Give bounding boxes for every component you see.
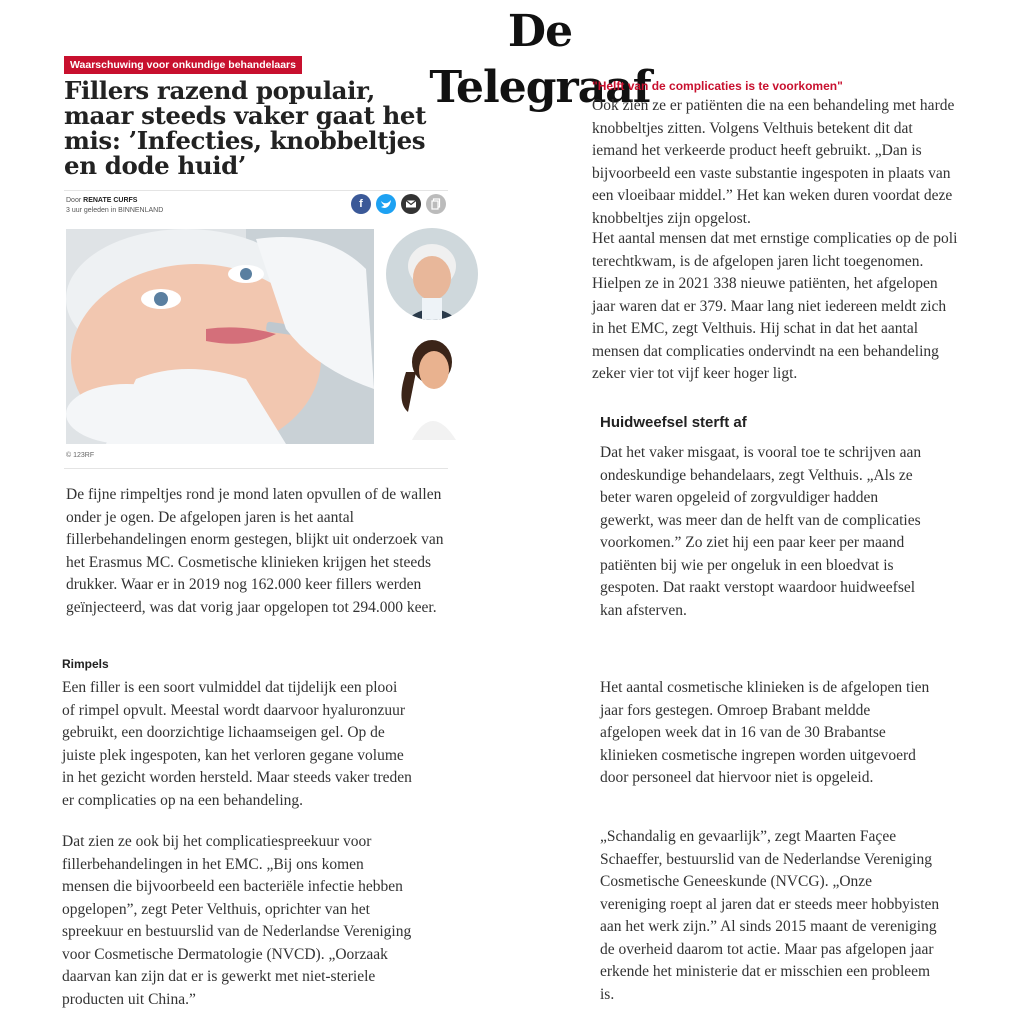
article-headline: Fillers razend populair, maar steeds vaker gaat het mis: ’Infecties, knobbeltjes en dode huid’	[64, 76, 427, 180]
section-title-helft: "Helft van de complicaties is te voorkomen"	[592, 79, 843, 93]
photo-credit: © 123RF	[66, 452, 95, 459]
paragraph: Het aantal mensen dat met ernstige complicaties op de poli terechtkwam, is de afgelopen jaren licht toegenomen. Hielpen ze in 2021 338 nieuwe patiënten, het afgelopen jaar waren dat er 379. Maar lang niet iedereen meldt zich in het EMC, zegt Velthuis. Hij schat in dat het aantal mensen dat complicaties ondervindt na een behandeling zeker vier tot vijf keer hoger ligt.	[592, 230, 958, 382]
paragraph: Het aantal cosmetische klinieken is de afgelopen tien jaar fors gestegen. Omroep Brabant meldde afgelopen week dat in 16 van de 30 Brabantse klinieken cosmetische ingrepen worden uitgevoerd door personeel dat hiervoor niet is opgeleid.	[600, 679, 930, 786]
byline	[66, 196, 163, 216]
divider	[64, 468, 448, 469]
portrait-velthuis	[386, 228, 478, 320]
twitter-icon[interactable]	[376, 194, 396, 214]
paragraph: Ook zien ze er patiënten die na een behandeling met harde knobbeltjes zitten. Volgens Velthuis betekent dit dat iemand het verkeerde product heeft gebruikt. „Dan is bijvoorbeeld een vaste substantie ingespoten in plaats van een vloeibaar middel.” Het kan weken duren voordat deze knobbeltjes zijn opgelost.	[592, 97, 955, 227]
byline-author[interactable]: RENATE CURFS	[83, 197, 138, 204]
article-photo[interactable]	[66, 229, 374, 444]
email-icon[interactable]	[401, 194, 421, 214]
section-title-rimpels: Rimpels	[62, 657, 109, 671]
masthead-logo: De Telegraaf	[429, 6, 651, 113]
intro-paragraph: De fijne rimpeltjes rond je mond laten opvullen of de wallen onder je ogen. De afgelopen jaren is het aantal fillerbehandelingen enorm gestegen, blijkt uit onderzoek van het Erasmus MC. Cosmetische klinieken krijgen het steeds drukker. Waar er in 2019 nog 162.000 keer fillers werden geïnjecteerd, was dat vorig jaar opgelopen tot 294.000 keer.	[66, 486, 444, 616]
divider	[64, 190, 448, 191]
paragraph: Een filler is een soort vulmiddel dat tijdelijk een plooi of rimpel opvult. Meestal wordt daarvoor hyaluronzuur gebruikt, een doorzichtige lichaamseigen gel. Op de juiste plek ingespoten, kan het verloren gegane volume in het gezicht worden hersteld. Maar steeds vaker treden er complicaties op na een behandeling.	[62, 679, 412, 809]
byline-prefix: Door	[66, 197, 82, 204]
category-tag[interactable]: Waarschuwing voor onkundige behandelaars	[64, 56, 302, 74]
copy-icon[interactable]	[426, 194, 446, 214]
section-title-huidweefsel: Huidweefsel sterft af	[600, 414, 747, 431]
paragraph: „Schandalig en gevaarlijk”, zegt Maarten Façee Schaeffer, bestuurslid van de Nederlandse Vereniging Cosmetische Geneeskunde (NVCG). „Onze vereniging roept al jaren dat er steeds meer hobbyisten aan het werk zijn.” Al sinds 2015 maant de vereniging de overheid daarom tot actie. Maar pas afgelopen jaar erkende het ministerie dat er misschien een probleem is.	[600, 828, 940, 1003]
paragraph: Dat het vaker misgaat, is vooral toe te schrijven aan ondeskundige behandelaars, zegt Velthuis. „Als ze beter waren opgeleid of zorgvuldiger hadden gewerkt, was meer dan de helft van de complicaties voorkomen.” Zo ziet hij een paar keer per maand patiënten bij wie per ongeluk in een bloedvat is gespoten. Dat raakt verstopt waardoor huidweefsel kan afsterven.	[600, 444, 922, 619]
facebook-icon[interactable]: f	[351, 194, 371, 214]
byline-meta: 3 uur geleden in BINNENLAND	[66, 207, 164, 214]
portrait-woman	[386, 332, 478, 440]
paragraph: Dat zien ze ook bij het complicatiespreekuur voor fillerbehandelingen in het EMC. „Bij ons komen mensen die bijvoorbeeld een bacteriële infectie hebben opgelopen”, zegt Peter Velthuis, oprichter van het spreekuur en bestuurslid van de Nederlandse Vereniging voor Cosmetische Dermatologie (NVCD). „Oorzaak daarvan kan zijn dat er is gewerkt met niet-steriele producten uit China.”	[62, 833, 412, 1008]
